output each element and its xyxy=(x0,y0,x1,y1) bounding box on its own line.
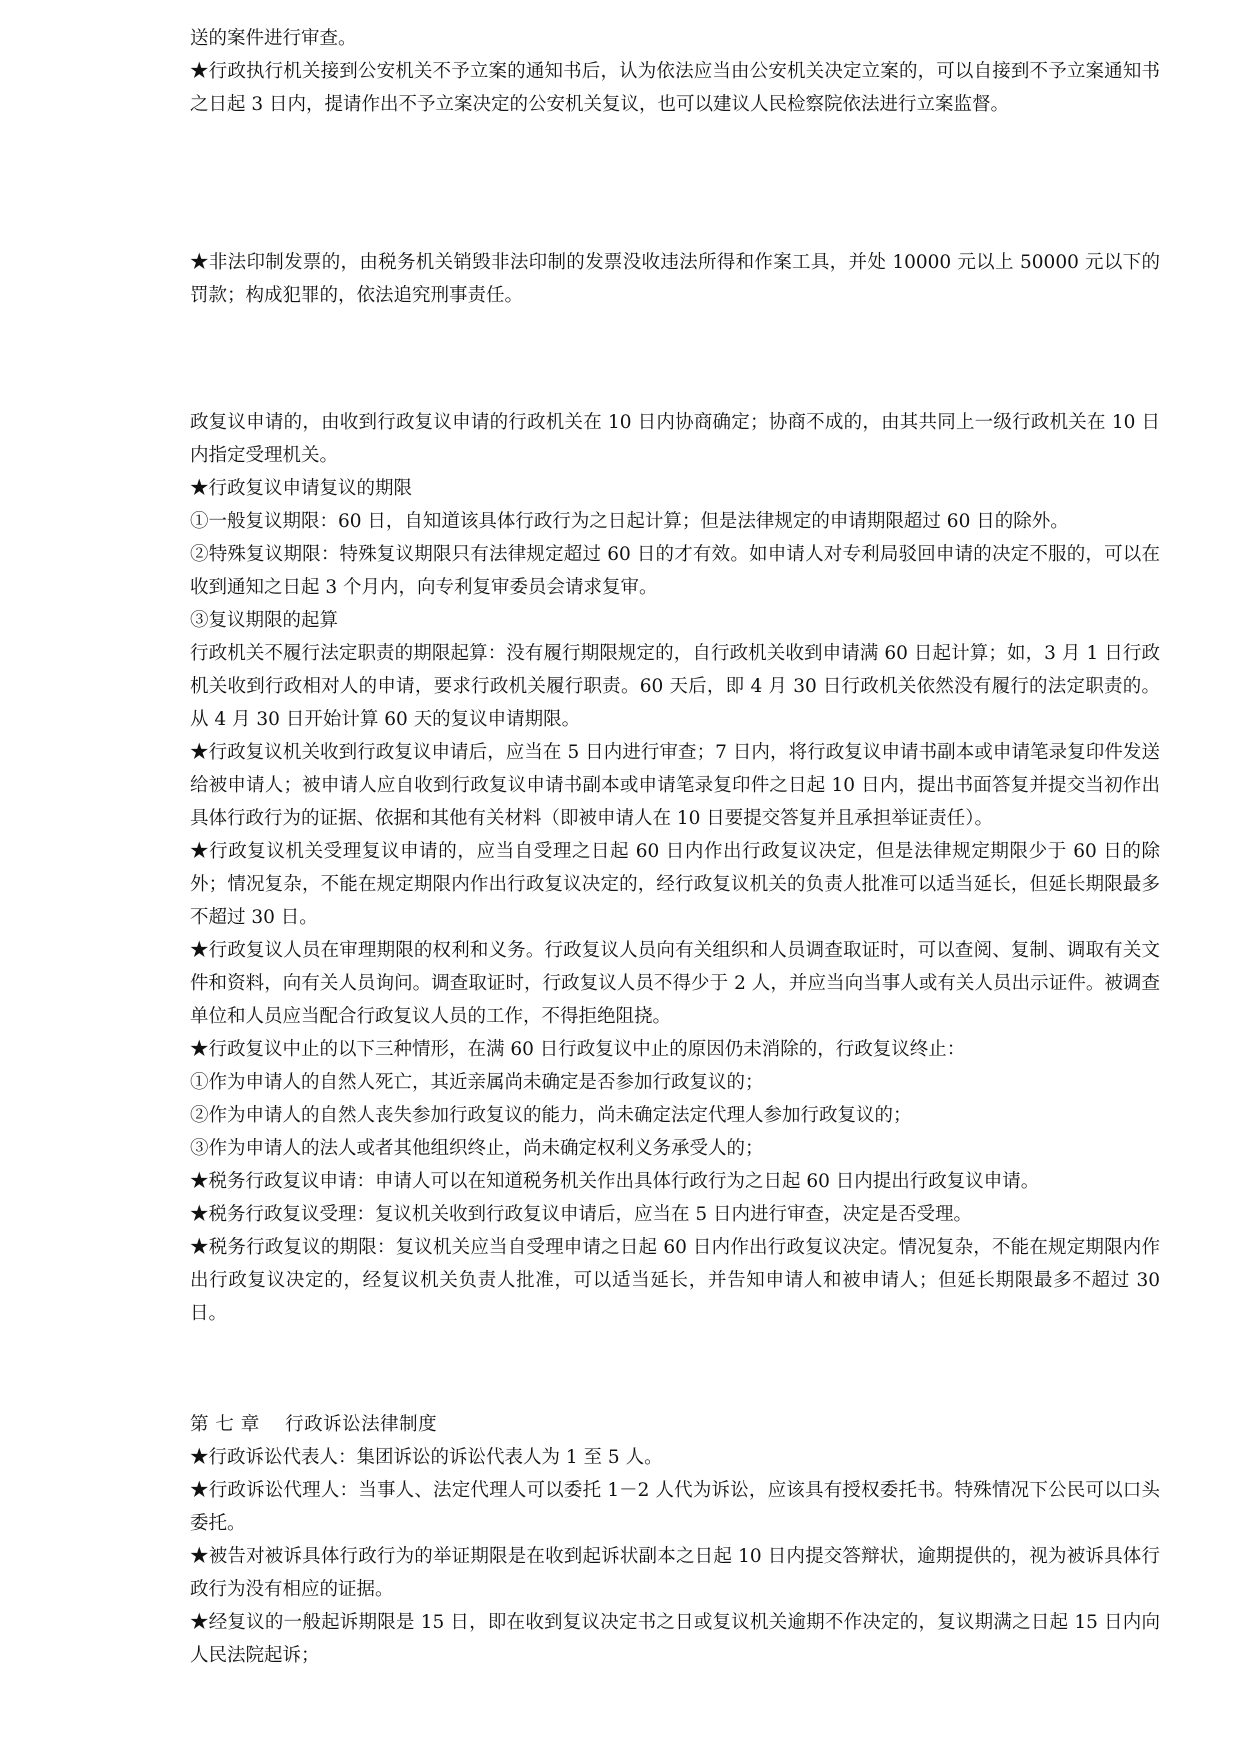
paragraph: ★税务行政复议受理：复议机关收到行政复议申请后，应当在 5 日内进行审查，决定是否受理。 xyxy=(190,1204,973,1225)
chapter-heading: 第 七 章 行政诉讼法律制度 xyxy=(190,1414,438,1435)
text-block-top xyxy=(190,22,1160,121)
paragraph: ③复议期限的起算 xyxy=(190,610,339,631)
paragraph: 送的案件进行审查。 xyxy=(190,28,357,49)
paragraph: ★行政诉讼代表人：集团诉讼的诉讼代表人为 1 至 5 人。 xyxy=(190,1447,663,1468)
text-block-invoice xyxy=(190,246,1160,312)
paragraph: 政复议申请的，由收到行政复议申请的行政机关在 10 日内协商确定；协商不成的，由其共同上一级行政机关在 10 日内指定受理机关。 xyxy=(190,412,1160,466)
paragraph: ②作为申请人的自然人丧失参加行政复议的能力，尚未确定法定代理人参加行政复议的； xyxy=(190,1105,912,1126)
paragraph: ★税务行政复议申请：申请人可以在知道税务机关作出具体行政行为之日起 60 日内提出行政复议申请。 xyxy=(190,1171,1040,1192)
paragraph: ★行政复议申请复议的期限 xyxy=(190,478,413,499)
paragraph: ①作为申请人的自然人死亡，其近亲属尚未确定是否参加行政复议的； xyxy=(190,1072,764,1093)
paragraph: ★行政复议机关受理复议申请的，应当自受理之日起 60 日内作出行政复议决定，但是法律规定期限少于 60 日的除外；情况复杂，不能在规定期限内作出行政复议决定的，经行政复议机关的负责人批准可以适当延长，但延长期限最多不超过 30 日。 xyxy=(190,841,1160,928)
paragraph: ★行政复议机关收到行政复议申请后，应当在 5 日内进行审查；7 日内，将行政复议申请书副本或申请笔录复印件发送给被申请人；被申请人应自收到行政复议申请书副本或申请笔录复印件之日起 10 日内，提出书面答复并提交当初作出具体行政行为的证据、依据和其他有关材料（即被申请人在 10 日要提交答复并且承担举证责任）。 xyxy=(190,742,1160,829)
paragraph: ①一般复议期限：60 日，自知道该具体行政行为之日起计算；但是法律规定的申请期限超过 60 日的除外。 xyxy=(190,511,1069,532)
paragraph: ★税务行政复议的期限：复议机关应当自受理申请之日起 60 日内作出行政复议决定。情况复杂，不能在规定期限内作出行政复议决定的，经复议机关负责人批准，可以适当延长，并告知申请人和被申请人；但延长期限最多不超过 30 日。 xyxy=(190,1237,1160,1324)
paragraph: ★经复议的一般起诉期限是 15 日，即在收到复议决定书之日或复议机关逾期不作决定的，复议期满之日起 15 日内向人民法院起诉； xyxy=(190,1612,1160,1666)
paragraph: ★行政复议人员在审理期限的权利和义务。行政复议人员向有关组织和人员调查取证时，可以查阅、复制、调取有关文件和资料，向有关人员询问。调查取证时，行政复议人员不得少于 2 人，并应当向当事人或有关人员出示证件。被调查单位和人员应当配合行政复议人员的工作，不得拒绝阻挠。 xyxy=(190,940,1160,1027)
text-block-chapter-seven xyxy=(190,1408,1160,1672)
paragraph: ★非法印制发票的，由税务机关销毁非法印制的发票没收违法所得和作案工具，并处 10000 元以上 50000 元以下的罚款；构成犯罪的，依法追究刑事责任。 xyxy=(190,252,1160,306)
paragraph: ★被告对被诉具体行政行为的举证期限是在收到起诉状副本之日起 10 日内提交答辩状，逾期提供的，视为被诉具体行政行为没有相应的证据。 xyxy=(190,1546,1160,1600)
paragraph: 行政机关不履行法定职责的期限起算：没有履行期限规定的，自行政机关收到申请满 60 日起计算；如，3 月 1 日行政机关收到行政相对人的申请，要求行政机关履行职责。60 天后，即 4 月 30 日行政机关依然没有履行的法定职责的。从 4 月 30 日开始计算 60 天的复议申请期限。 xyxy=(190,643,1160,730)
paragraph: ★行政复议中止的以下三种情形，在满 60 日行政复议中止的原因仍未消除的，行政复议终止： xyxy=(190,1039,966,1060)
paragraph: ★行政执行机关接到公安机关不予立案的通知书后，认为依法应当由公安机关决定立案的，可以自接到不予立案通知书之日起 3 日内，提请作出不予立案决定的公安机关复议，也可以建议人民检察院依法进行立案监督。 xyxy=(190,61,1160,115)
text-block-administrative-review xyxy=(190,406,1160,1330)
paragraph: ②特殊复议期限：特殊复议期限只有法律规定超过 60 日的才有效。如申请人对专利局驳回申请的决定不服的，可以在收到通知之日起 3 个月内，向专利复审委员会请求复审。 xyxy=(190,544,1160,598)
paragraph: ③作为申请人的法人或者其他组织终止，尚未确定权利义务承受人的； xyxy=(190,1138,764,1159)
paragraph: ★行政诉讼代理人：当事人、法定代理人可以委托 1－2 人代为诉讼，应该具有授权委托书。特殊情况下公民可以口头委托。 xyxy=(190,1480,1160,1534)
